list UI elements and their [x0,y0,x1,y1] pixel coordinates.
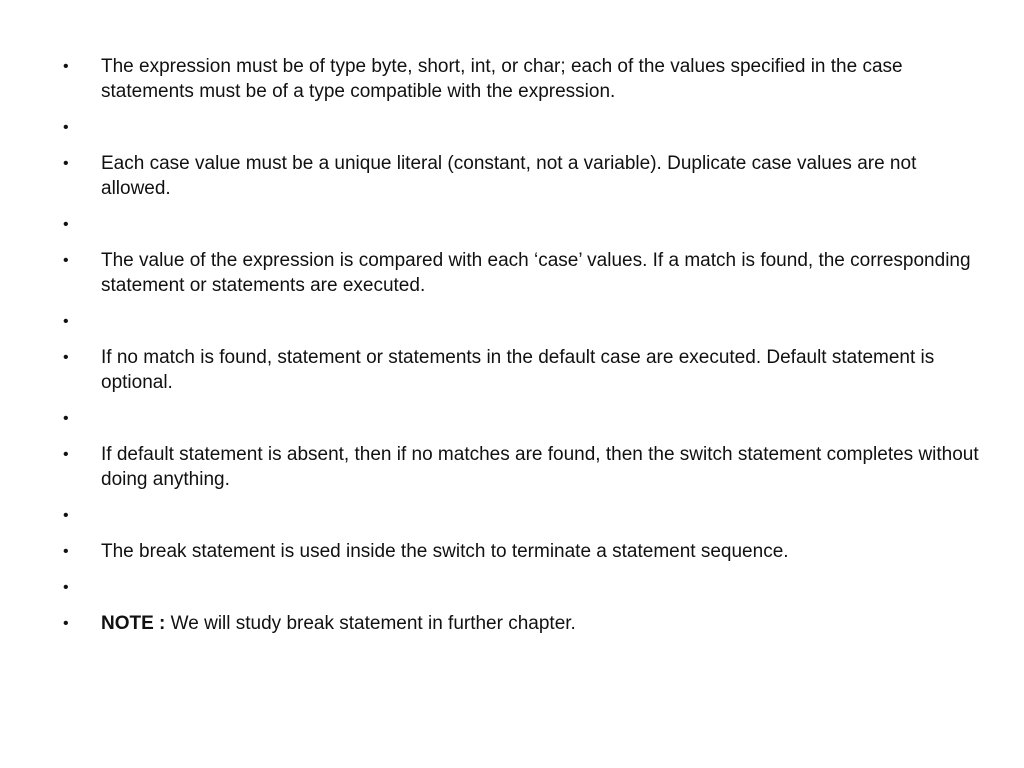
bullet-icon: • [63,543,69,560]
bullet-text: The break statement is used inside the switch to terminate a statement sequence. [101,541,789,562]
bullet-item-note [62,611,982,636]
bullet-text: The value of the expression is compared with each ‘case’ values. If a match is found, the corresponding statement or statements are executed. [101,250,971,296]
empty-bullet-item [62,503,982,528]
bullet-item-default-case [62,345,982,395]
bullet-text: Each case value must be a unique literal (constant, not a variable). Duplicate case values are not allowed. [101,153,917,199]
bullet-list [62,54,982,647]
bullet-icon: • [63,410,69,427]
empty-bullet-item [62,406,982,431]
empty-bullet-item [62,212,982,237]
bullet-icon: • [63,579,69,596]
bullet-item-unique-literal [62,151,982,201]
bullet-icon: • [63,216,69,233]
bullet-item-expression-type [62,54,982,104]
bullet-icon: • [63,349,69,366]
bullet-icon: • [63,58,69,75]
bullet-icon: • [63,252,69,269]
empty-bullet-item [62,115,982,140]
bullet-icon: • [63,615,69,632]
bullet-icon: • [63,446,69,463]
empty-bullet-item [62,309,982,334]
bullet-icon: • [63,507,69,524]
bullet-text: If no match is found, statement or statements in the default case are executed. Default statement is optional. [101,347,935,393]
bullet-text: If default statement is absent, then if no matches are found, then the switch statement completes without doing anything. [101,444,979,490]
bullet-icon: • [63,155,69,172]
bullet-item-comparison [62,248,982,298]
bullet-item-break-statement [62,539,982,564]
note-label: NOTE : [101,613,166,634]
bullet-item-default-absent [62,442,982,492]
note-body: We will study break statement in further chapter. [165,613,576,634]
bullet-text: The expression must be of type byte, short, int, or char; each of the values specified in the case statements must be of a type compatible with the expression. [101,56,903,102]
empty-bullet-item [62,575,982,600]
bullet-icon: • [63,313,69,330]
bullet-icon: • [63,119,69,136]
note-text [101,611,982,636]
